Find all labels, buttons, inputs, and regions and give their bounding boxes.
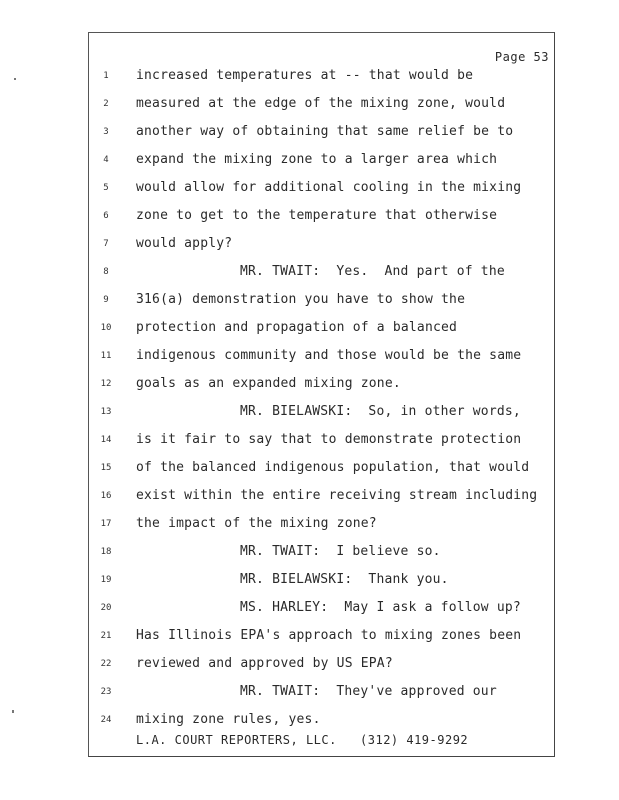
line-text: 316(a) demonstration you have to show the [136,292,466,307]
transcript-line [0,152,619,172]
transcript-line [0,348,619,368]
line-number: 13 [100,407,112,417]
transcript-line [0,544,619,564]
transcript-line [0,96,619,116]
transcript-line [0,572,619,592]
line-text: MR. TWAIT: I believe so. [240,544,441,559]
transcript-line [0,516,619,536]
transcript-line [0,432,619,452]
line-text: MS. HARLEY: May I ask a follow up? [240,600,521,615]
line-number: 1 [103,71,109,81]
line-text: mixing zone rules, yes. [136,712,321,727]
transcript-line [0,712,619,732]
line-number: 15 [100,463,112,473]
line-text: indigenous community and those would be the same [136,348,522,363]
line-text: of the balanced indigenous population, that would [136,460,530,475]
transcript-line [0,264,619,284]
line-number: 7 [103,239,109,249]
line-number: 22 [100,659,112,669]
line-number: 5 [103,183,109,193]
scan-speck [14,78,16,80]
line-text: is it fair to say that to demonstrate protection [136,432,522,447]
line-text: measured at the edge of the mixing zone, would [136,96,506,111]
transcript-line [0,684,619,704]
line-number: 16 [100,491,112,501]
line-text: would allow for additional cooling in the mixing [136,180,522,195]
line-number: 4 [103,155,109,165]
line-number: 18 [100,547,112,557]
transcript-line [0,404,619,424]
transcript-line [0,600,619,620]
line-text: protection and propagation of a balanced [136,320,458,335]
line-text: expand the mixing zone to a larger area which [136,152,498,167]
line-text: MR. TWAIT: Yes. And part of the [240,264,505,279]
line-text: MR. TWAIT: They've approved our [240,684,497,699]
line-text: exist within the entire receiving stream including [136,488,538,503]
scan-speck [12,710,14,713]
page-number: Page 53 [494,50,549,64]
line-text: goals as an expanded mixing zone. [136,376,401,391]
line-number: 8 [103,267,109,277]
transcript-line [0,208,619,228]
line-text: reviewed and approved by US EPA? [136,656,393,671]
line-text: would apply? [136,236,233,251]
line-number: 3 [103,127,109,137]
transcript-line [0,460,619,480]
transcript-line [0,656,619,676]
transcript-line [0,292,619,312]
transcript-line [0,628,619,648]
line-text: another way of obtaining that same relief be to [136,124,514,139]
line-text: increased temperatures at -- that would be [136,68,474,83]
transcript-line [0,236,619,256]
transcript-line [0,124,619,144]
court-reporter-footer: L.A. COURT REPORTERS, LLC. (312) 419-9292 [136,733,469,747]
transcript-line [0,180,619,200]
line-text: zone to get to the temperature that otherwise [136,208,498,223]
line-number: 20 [100,603,112,613]
line-number: 2 [103,99,109,109]
line-text: the impact of the mixing zone? [136,516,377,531]
transcript-line [0,376,619,396]
line-number: 21 [100,631,112,641]
line-number: 19 [100,575,112,585]
line-number: 11 [100,351,112,361]
line-number: 24 [100,715,112,725]
line-text: MR. BIELAWSKI: So, in other words, [240,404,521,419]
line-number: 10 [100,323,112,333]
line-number: 12 [100,379,112,389]
line-text: Has Illinois EPA's approach to mixing zones been [136,628,522,643]
transcript-line [0,488,619,508]
transcript-line [0,68,619,88]
transcript-line [0,320,619,340]
line-number: 14 [100,435,112,445]
line-number: 9 [103,295,109,305]
line-text: MR. BIELAWSKI: Thank you. [240,572,449,587]
line-number: 23 [100,687,112,697]
line-number: 17 [100,519,112,529]
line-number: 6 [103,211,109,221]
